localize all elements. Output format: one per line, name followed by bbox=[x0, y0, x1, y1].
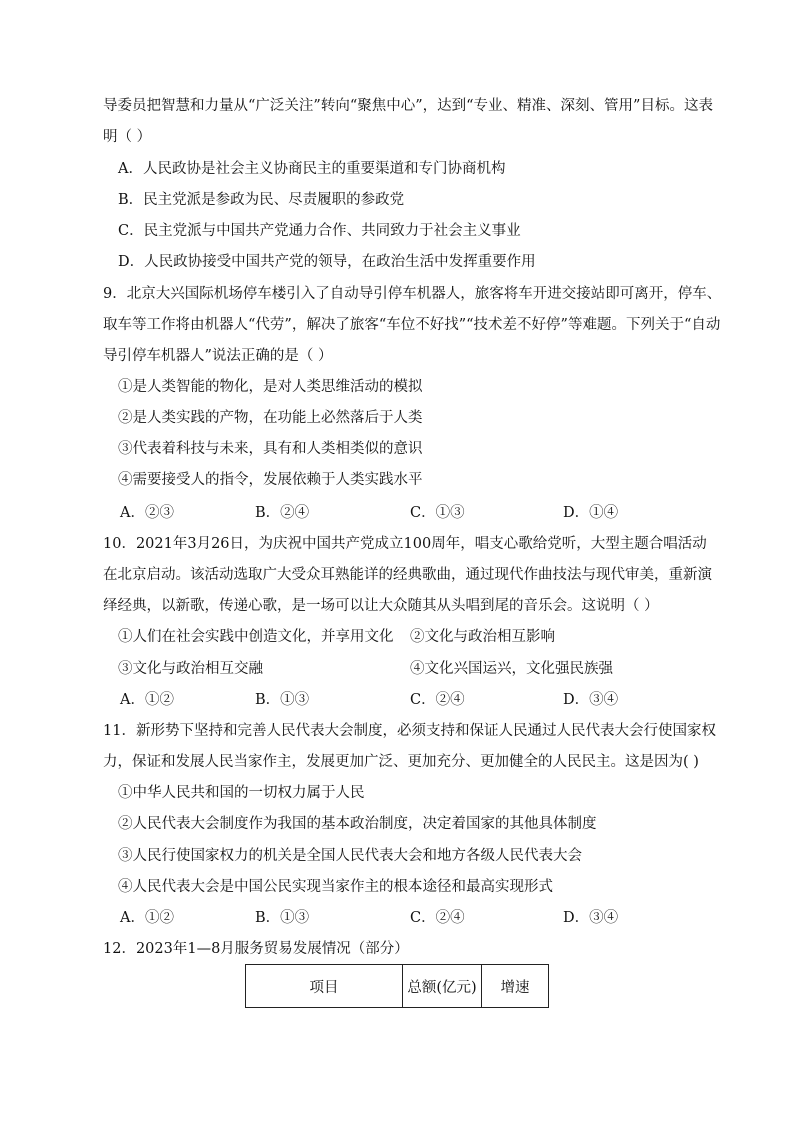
q9-option-d: D．①④ bbox=[563, 505, 619, 521]
q8-option-c: C．民主党派与中国共产党通力合作、共同致力于社会主义事业 bbox=[118, 223, 521, 239]
table-header-row bbox=[246, 965, 549, 1008]
q9-option-a: A．②③ bbox=[120, 505, 174, 521]
q8-option-d: D．人民政协接受中国共产党的领导，在政治生活中发挥重要作用 bbox=[118, 254, 536, 270]
table-header-growth: 增速 bbox=[482, 965, 549, 1008]
q9-statement-3: ③代表着科技与未来，具有和人类相类似的意识 bbox=[118, 441, 423, 457]
q9-options bbox=[120, 503, 680, 523]
q11-option-d: D．③④ bbox=[563, 910, 619, 926]
q11-statement-1: ①中华人民共和国的一切权力属于人民 bbox=[118, 785, 365, 801]
table-header-total: 总额(亿元) bbox=[403, 965, 482, 1008]
q9-option-b: B．②④ bbox=[255, 505, 310, 521]
q11-options bbox=[120, 908, 680, 928]
q10-stem-line-3: 绎经典，以新歌，传递心歌，是一场可以让大众随其从头唱到尾的音乐会。这说明（ ） bbox=[103, 598, 659, 614]
q10-option-b: B．①③ bbox=[255, 692, 310, 708]
table-header-item: 项目 bbox=[246, 965, 403, 1008]
q10-statement-1: ①人们在社会实践中创造文化，并享用文化 bbox=[118, 629, 394, 645]
q10-options bbox=[120, 690, 680, 710]
q11-option-c: C．②④ bbox=[410, 910, 465, 926]
q8-stem-line-1: 导委员把智慧和力量从“广泛关注”转向“聚焦中心”，达到“专业、精准、深刻、管用”目标。这表 bbox=[103, 98, 713, 114]
q11-option-a: A．①② bbox=[120, 910, 174, 926]
q11-stem-line-2: 力，保证和发展人民当家作主，发展更加广泛、更加充分、更加健全的人民民主。这是因为( ) bbox=[103, 754, 699, 770]
q10-statements-row-2 bbox=[118, 659, 698, 679]
q10-statement-3: ③文化与政治相互交融 bbox=[118, 661, 263, 677]
q11-statement-2: ②人民代表大会制度作为我国的基本政治制度，决定着国家的其他具体制度 bbox=[118, 816, 597, 832]
q11-statement-4: ④人民代表大会是中国公民实现当家作主的根本途径和最高实现形式 bbox=[118, 879, 553, 895]
q11-option-b: B．①③ bbox=[255, 910, 310, 926]
q12-table bbox=[245, 964, 549, 1008]
q10-option-a: A．①② bbox=[120, 692, 174, 708]
q8-stem-line-2: 明（ ） bbox=[103, 129, 152, 145]
q10-statement-4: ④文化兴国运兴，文化强民族强 bbox=[410, 661, 613, 677]
q10-statements-row-1 bbox=[118, 627, 698, 647]
q10-option-c: C．②④ bbox=[410, 692, 465, 708]
q11-stem-line-1: 11．新形势下坚持和完善人民代表大会制度，必须支持和保证人民通过人民代表大会行使国家权 bbox=[103, 723, 716, 739]
q12-stem: 12．2023年1—8月服务贸易发展情况（部分） bbox=[103, 941, 409, 957]
q10-stem-line-1: 10．2021年3月26日，为庆祝中国共产党成立100周年，唱支心歌给党听，大型主题合唱活动 bbox=[103, 536, 707, 552]
q11-statement-3: ③人民行使国家权力的机关是全国人民代表大会和地方各级人民代表大会 bbox=[118, 848, 582, 864]
q9-statement-4: ④需要接受人的指令，发展依赖于人类实践水平 bbox=[118, 472, 423, 488]
q10-option-d: D．③④ bbox=[563, 692, 619, 708]
q9-stem-line-2: 取车等工作将由机器人“代劳”，解决了旅客“车位不好找”“技术差不好停”等难题。下列关于“自动 bbox=[103, 317, 721, 333]
q10-stem-line-2: 在北京启动。该活动选取广大受众耳熟能详的经典歌曲，通过现代作曲技法与现代审美，重新演 bbox=[103, 567, 712, 583]
q9-stem-line-1: 9．北京大兴国际机场停车楼引入了自动导引停车机器人，旅客将车开进交接站即可离开，停车、 bbox=[103, 286, 722, 302]
q8-option-a: A．人民政协是社会主义协商民主的重要渠道和专门协商机构 bbox=[118, 161, 506, 177]
q9-stem-line-3: 导引停车机器人”说法正确的是（ ） bbox=[103, 348, 333, 364]
q8-option-b: B．民主党派是参政为民、尽责履职的参政党 bbox=[118, 192, 405, 208]
q10-statement-2: ②文化与政治相互影响 bbox=[410, 629, 555, 645]
q9-statement-2: ②是人类实践的产物，在功能上必然落后于人类 bbox=[118, 410, 423, 426]
q9-option-c: C．①③ bbox=[410, 505, 465, 521]
q9-statement-1: ①是人类智能的物化，是对人类思维活动的模拟 bbox=[118, 379, 423, 395]
